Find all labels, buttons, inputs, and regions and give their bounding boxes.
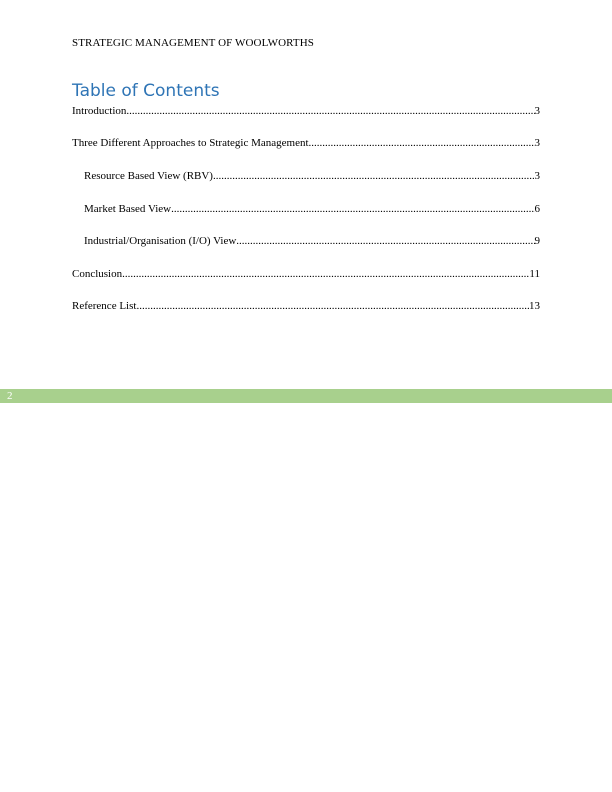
toc-entry-page: 9 xyxy=(534,235,540,247)
toc-entry-page: 3 xyxy=(534,170,540,182)
running-header: STRATEGIC MANAGEMENT OF WOOLWORTHS xyxy=(72,37,314,49)
toc-entry-conclusion[interactable] xyxy=(72,267,540,281)
toc-entry-title: Industrial/Organisation (I/O) View xyxy=(84,235,237,247)
toc-entry-page: 6 xyxy=(534,203,540,215)
toc-entry-title: Reference List xyxy=(72,300,137,312)
toc-entry-resource-based-view[interactable] xyxy=(84,169,540,183)
toc-entry-title: Introduction xyxy=(72,105,127,117)
toc-dot-leader xyxy=(309,136,535,150)
toc-heading: Table of Contents xyxy=(72,81,220,101)
toc-entry-title: Conclusion xyxy=(72,268,123,280)
toc-entry-page: 11 xyxy=(529,268,540,280)
toc-entry-three-approaches[interactable] xyxy=(72,136,540,150)
toc-entry-title: Three Different Approaches to Strategic Management xyxy=(72,137,309,149)
footer-bar xyxy=(0,389,612,403)
toc-dot-leader xyxy=(171,202,534,216)
toc-dot-leader xyxy=(236,234,534,248)
toc-entry-title: Market Based View xyxy=(84,203,172,215)
toc-entry-title: Resource Based View (RBV) xyxy=(84,170,213,182)
toc-entry-page: 3 xyxy=(534,137,540,149)
toc-entry-page: 3 xyxy=(534,105,540,117)
toc-dot-leader xyxy=(136,299,529,313)
toc-dot-leader xyxy=(213,169,535,183)
toc-dot-leader xyxy=(122,267,529,281)
toc-entry-reference-list[interactable] xyxy=(72,299,540,313)
toc-entry-io-view[interactable] xyxy=(84,234,540,248)
page-number: 2 xyxy=(7,390,13,402)
toc-entry-introduction[interactable] xyxy=(72,104,540,118)
toc-entry-market-based-view[interactable] xyxy=(84,202,540,216)
toc-entry-page: 13 xyxy=(529,300,540,312)
toc-dot-leader xyxy=(126,104,534,118)
